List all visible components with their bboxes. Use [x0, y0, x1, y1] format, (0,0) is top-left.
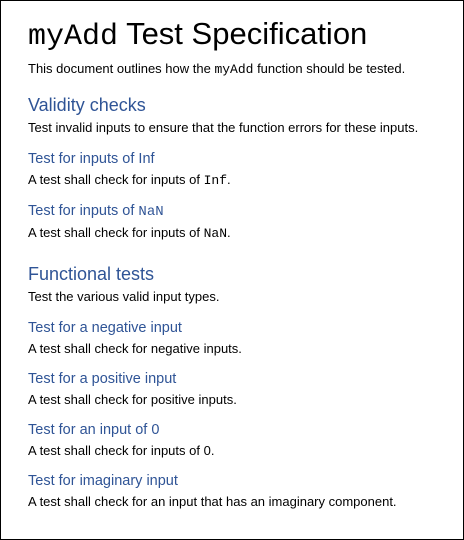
- subsection-negative: [28, 318, 453, 358]
- subsection-nan: [28, 201, 453, 243]
- zero-test-heading: Test for an input of 0: [28, 422, 160, 438]
- section-functional-tests: [28, 262, 453, 511]
- nan-test-heading: [28, 201, 453, 222]
- intro-text-after: function should be tested.: [253, 61, 406, 76]
- subsection-zero: [28, 420, 453, 460]
- negative-test-text: A test shall check for negative inputs.: [28, 341, 242, 356]
- imaginary-test-text: A test shall check for an input that has an imaginary component.: [28, 494, 397, 509]
- subsection-positive: [28, 369, 453, 409]
- validity-checks-description: Test invalid inputs to ensure that the function errors for these inputs.: [28, 120, 419, 135]
- imaginary-test-heading: Test for imaginary input: [28, 473, 178, 489]
- nan-heading-code: NaN: [138, 204, 164, 220]
- subsection-inf: [28, 149, 453, 190]
- document-content: [28, 15, 453, 511]
- inf-test-text: [28, 171, 453, 190]
- inf-text-after: .: [227, 172, 231, 187]
- title-text: Test Specification: [118, 16, 368, 51]
- nan-code: NaN: [203, 226, 227, 241]
- nan-text-after: .: [227, 225, 231, 240]
- inf-test-heading: Test for inputs of Inf: [28, 151, 155, 167]
- document-title: [28, 15, 453, 56]
- functional-tests-heading: Functional tests: [28, 264, 155, 284]
- intro-function-name: myAdd: [214, 62, 254, 77]
- title-function-name: myAdd: [28, 20, 119, 54]
- functional-tests-description: Test the various valid input types.: [28, 289, 220, 304]
- document-intro: [28, 60, 453, 79]
- nan-heading-before: Test for inputs of: [28, 203, 139, 219]
- inf-code: Inf: [203, 173, 227, 188]
- subsection-imaginary: [28, 471, 453, 511]
- validity-checks-heading: Validity checks: [28, 95, 146, 115]
- nan-text-before: A test shall check for inputs of: [28, 225, 204, 240]
- nan-test-text: [28, 224, 453, 243]
- negative-test-heading: Test for a negative input: [28, 320, 182, 336]
- positive-test-heading: Test for a positive input: [28, 371, 177, 387]
- inf-text-before: A test shall check for inputs of: [28, 172, 204, 187]
- intro-text-before: This document outlines how the: [28, 61, 215, 76]
- section-validity-checks: [28, 93, 453, 243]
- zero-test-text: A test shall check for inputs of 0.: [28, 443, 215, 458]
- positive-test-text: A test shall check for positive inputs.: [28, 392, 237, 407]
